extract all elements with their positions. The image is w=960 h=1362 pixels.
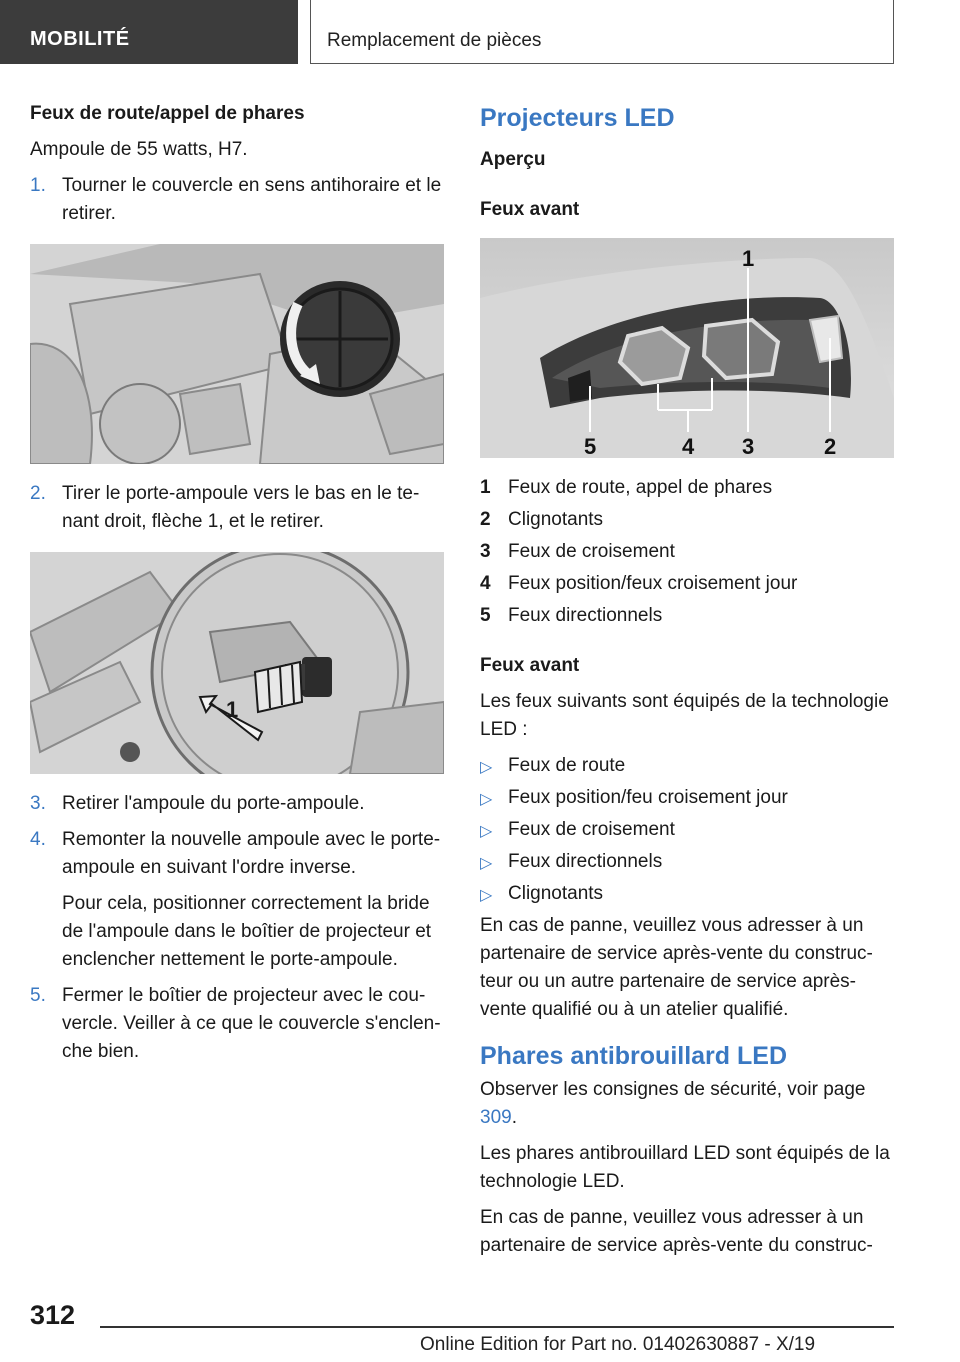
triangle-bullet-icon: ▷ bbox=[480, 759, 493, 776]
step-number: 1. bbox=[30, 175, 46, 196]
list-item-text: Clignotants bbox=[508, 883, 604, 904]
legend-number: 4 bbox=[480, 573, 491, 594]
legend-item bbox=[480, 474, 894, 502]
triangle-bullet-icon: ▷ bbox=[480, 823, 493, 840]
legend-item bbox=[480, 538, 894, 566]
step-number: 4. bbox=[30, 829, 46, 850]
legend-text: Clignotants bbox=[508, 509, 604, 530]
step-text: Retirer l'ampoule du porte-ampoule. bbox=[62, 793, 365, 814]
front-lights-heading-2: Feux avant bbox=[480, 655, 580, 676]
step-number: 5. bbox=[30, 985, 46, 1006]
header-chapter-label: Remplacement de pièces bbox=[327, 30, 542, 51]
list-item-text: Feux directionnels bbox=[508, 851, 663, 872]
list-item bbox=[480, 752, 894, 780]
step-text: Fermer le boîtier de projecteur avec le couvercle. Veiller à ce que le couvercle s'enclenche bien. bbox=[62, 985, 441, 1062]
step-1 bbox=[30, 172, 444, 228]
footer-divider bbox=[100, 1326, 894, 1328]
triangle-bullet-icon: ▷ bbox=[480, 791, 493, 808]
list-item bbox=[480, 880, 894, 908]
legend-item bbox=[480, 570, 894, 598]
step-4 bbox=[30, 826, 444, 882]
header-section-tab bbox=[0, 0, 298, 64]
front-lights-heading: Feux avant bbox=[480, 199, 580, 220]
step-2 bbox=[30, 480, 444, 536]
led-headlights-title: Projecteurs LED bbox=[480, 104, 675, 132]
legend-text: Feux position/feux croisement jour bbox=[508, 573, 798, 594]
bulb-holder-illustration bbox=[30, 552, 444, 774]
triangle-bullet-icon: ▷ bbox=[480, 887, 493, 904]
legend-number: 1 bbox=[480, 477, 491, 498]
headlight-overview-illustration bbox=[480, 238, 894, 458]
step-number: 3. bbox=[30, 793, 46, 814]
fog-breakdown-text: En cas de panne, veuillez vous adresser à un partenaire de service après-vente du construc- bbox=[480, 1207, 873, 1256]
fog-safety-prefix: Observer les consignes de sécurité, voir page bbox=[480, 1079, 866, 1100]
fog-safety-suffix: . bbox=[511, 1107, 517, 1128]
callout-5: 5 bbox=[584, 434, 597, 458]
arrow-callout-label: 1 bbox=[226, 697, 239, 722]
page-number: 312 bbox=[30, 1300, 76, 1330]
right-column bbox=[480, 100, 894, 1268]
legend-number: 2 bbox=[480, 509, 491, 530]
led-intro-text: Les feux suivants sont équipés de la technologie LED : bbox=[480, 691, 889, 740]
step-text: Remonter la nouvelle ampoule avec le porte-ampoule en suivant l'ordre inverse. bbox=[62, 829, 441, 878]
headlight-cover-illustration bbox=[30, 244, 444, 464]
fog-led-text: Les phares antibrouillard LED sont équipés de la technologie LED. bbox=[480, 1143, 890, 1192]
callout-2: 2 bbox=[824, 434, 837, 458]
legend-item bbox=[480, 506, 894, 534]
step-text: Tirer le porte-ampoule vers le bas en le tenant droit, flèche 1, et le retirer. bbox=[62, 483, 420, 532]
triangle-bullet-icon: ▷ bbox=[480, 855, 493, 872]
list-item-text: Feux de croisement bbox=[508, 819, 675, 840]
high-beam-heading: Feux de route/appel de phares bbox=[30, 103, 305, 124]
legend-item bbox=[480, 602, 894, 630]
legend-text: Feux de croisement bbox=[508, 541, 675, 562]
step-text: Tourner le couvercle en sens antihoraire et le retirer. bbox=[62, 175, 442, 224]
callout-3: 3 bbox=[742, 434, 755, 458]
header-chapter-tab bbox=[310, 0, 894, 64]
header-section-label: MOBILITÉ bbox=[30, 28, 130, 50]
overview-heading: Aperçu bbox=[480, 149, 546, 170]
list-item bbox=[480, 784, 894, 812]
legend-number: 5 bbox=[480, 605, 491, 626]
bulb-spec: Ampoule de 55 watts, H7. bbox=[30, 139, 248, 160]
breakdown-text: En cas de panne, veuillez vous adresser à un partenaire de service après-vente du constructeur ou un autre partenaire de service après-vente qualifié ou à un atelier qualifié. bbox=[480, 915, 873, 1020]
step-number: 2. bbox=[30, 483, 46, 504]
step-5 bbox=[30, 982, 444, 1066]
figure-legend bbox=[480, 474, 894, 630]
edition-footer: Online Edition for Part no. 01402630887 - X/19 bbox=[420, 1334, 816, 1355]
led-lights-list bbox=[480, 752, 894, 908]
callout-4: 4 bbox=[682, 434, 695, 458]
list-item-text: Feux de route bbox=[508, 755, 626, 776]
page-reference-link[interactable]: 309 bbox=[480, 1107, 512, 1128]
callout-1: 1 bbox=[742, 246, 755, 271]
fog-safety-text bbox=[480, 1076, 894, 1132]
step-4-detail: Pour cela, positionner correctement la bride de l'ampoule dans le boîtier de projecteur et enclencher nettement le porte-ampoule. bbox=[62, 893, 432, 970]
list-item bbox=[480, 848, 894, 876]
step-3 bbox=[30, 790, 444, 818]
list-item-text: Feux position/feu croisement jour bbox=[508, 787, 788, 808]
fog-lights-title: Phares antibrouillard LED bbox=[480, 1042, 788, 1070]
legend-text: Feux de route, appel de phares bbox=[508, 477, 773, 498]
legend-text: Feux directionnels bbox=[508, 605, 663, 626]
left-column bbox=[30, 100, 444, 1074]
legend-number: 3 bbox=[480, 541, 491, 562]
list-item bbox=[480, 816, 894, 844]
